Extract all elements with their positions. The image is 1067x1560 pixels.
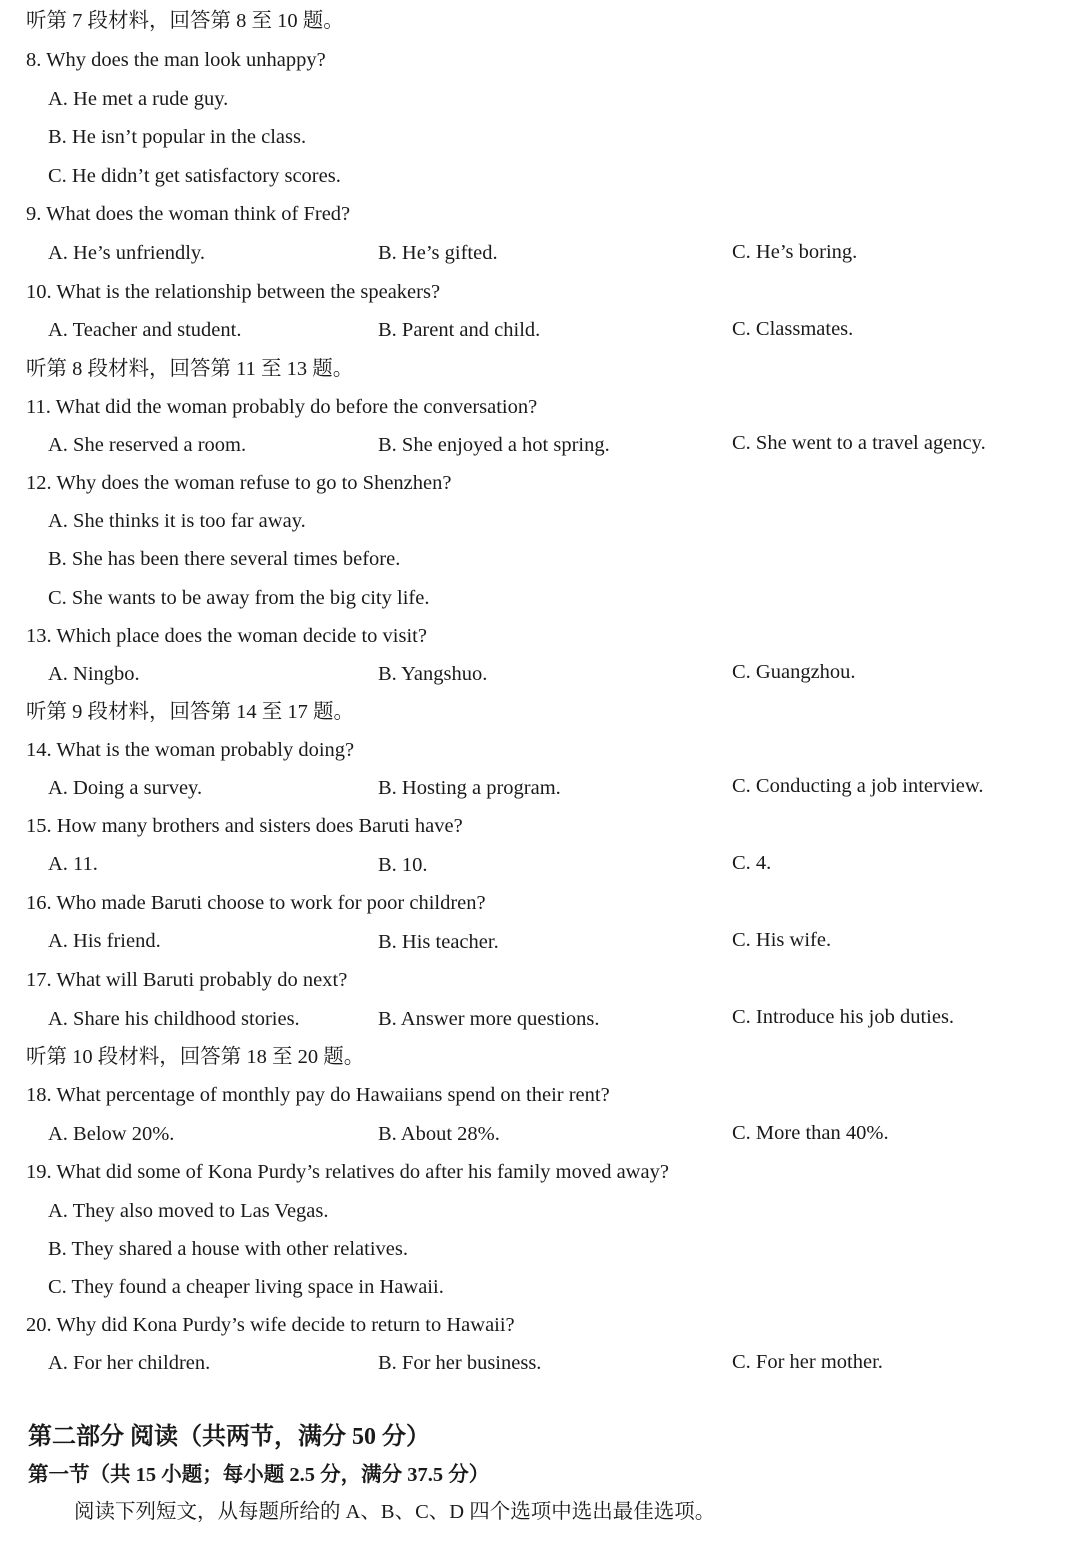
section-header-10: 听第 10 段材料，回答第 18 至 20 题。 (26, 1046, 365, 1068)
section-header-8: 听第 8 段材料，回答第 11 至 13 题。 (26, 358, 354, 380)
question-14-option-c: C. Conducting a job interview. (732, 775, 984, 797)
question-19-option-a: A. They also moved to Las Vegas. (48, 1200, 329, 1222)
question-12-stem: 12. Why does the woman refuse to go to Shenzhen? (26, 472, 452, 494)
section-header-9: 听第 9 段材料，回答第 14 至 17 题。 (26, 701, 354, 723)
question-20-option-b: B. For her business. (378, 1352, 542, 1374)
question-15-option-a: A. 11. (48, 853, 98, 875)
question-11-option-c: C. She went to a travel agency. (732, 432, 986, 454)
question-13-option-c: C. Guangzhou. (732, 661, 856, 683)
question-15-stem: 15. How many brothers and sisters does Baruti have? (26, 815, 463, 837)
question-10-option-a: A. Teacher and student. (48, 319, 242, 341)
part-two-title: 第二部分 阅读（共两节，满分 50 分） (28, 1424, 430, 1450)
question-14-option-a: A. Doing a survey. (48, 777, 203, 799)
question-18-stem: 18. What percentage of monthly pay do Hawaiians spend on their rent? (26, 1084, 610, 1106)
question-14-stem: 14. What is the woman probably doing? (26, 739, 355, 761)
question-19-option-b: B. They shared a house with other relatives. (48, 1238, 408, 1260)
question-16-option-a: A. His friend. (48, 930, 161, 952)
question-12-option-b: B. She has been there several times before. (48, 548, 401, 570)
question-11-option-a: A. She reserved a room. (48, 434, 247, 456)
question-8-option-b: B. He isn’t popular in the class. (48, 126, 307, 148)
question-8-stem: 8. Why does the man look unhappy? (26, 49, 326, 71)
question-16-option-c: C. His wife. (732, 929, 832, 951)
question-12-option-a: A. She thinks it is too far away. (48, 510, 306, 532)
question-9-option-a: A. He’s unfriendly. (48, 242, 205, 264)
section-header-7: 听第 7 段材料，回答第 8 至 10 题。 (26, 10, 344, 32)
question-8-option-c: C. He didn’t get satisfactory scores. (48, 165, 341, 187)
question-13-option-a: A. Ningbo. (48, 663, 140, 685)
question-13-stem: 13. Which place does the woman decide to visit? (26, 625, 427, 647)
question-17-option-b: B. Answer more questions. (378, 1008, 600, 1030)
question-9-stem: 9. What does the woman think of Fred? (26, 203, 351, 225)
question-9-option-c: C. He’s boring. (732, 241, 858, 263)
question-17-stem: 17. What will Baruti probably do next? (26, 969, 348, 991)
question-20-stem: 20. Why did Kona Purdy’s wife decide to return to Hawaii? (26, 1314, 515, 1336)
question-17-option-a: A. Share his childhood stories. (48, 1008, 300, 1030)
question-19-option-c: C. They found a cheaper living space in Hawaii. (48, 1276, 444, 1298)
question-18-option-b: B. About 28%. (378, 1123, 500, 1145)
question-16-option-b: B. His teacher. (378, 931, 499, 953)
question-19-stem: 19. What did some of Kona Purdy’s relatives do after his family moved away? (26, 1161, 669, 1183)
question-9-option-b: B. He’s gifted. (378, 242, 498, 264)
question-12-option-c: C. She wants to be away from the big city life. (48, 587, 430, 609)
question-14-option-b: B. Hosting a program. (378, 777, 561, 799)
question-10-stem: 10. What is the relationship between the speakers? (26, 281, 441, 303)
question-11-stem: 11. What did the woman probably do before the conversation? (26, 396, 538, 418)
question-15-option-c: C. 4. (732, 852, 772, 874)
question-11-option-b: B. She enjoyed a hot spring. (378, 434, 610, 456)
question-20-option-c: C. For her mother. (732, 1351, 883, 1373)
question-16-stem: 16. Who made Baruti choose to work for poor children? (26, 892, 486, 914)
question-18-option-a: A. Below 20%. (48, 1123, 175, 1145)
question-8-option-a: A. He met a rude guy. (48, 88, 229, 110)
question-20-option-a: A. For her children. (48, 1352, 211, 1374)
question-15-option-b: B. 10. (378, 854, 428, 876)
question-10-option-b: B. Parent and child. (378, 319, 541, 341)
question-18-option-c: C. More than 40%. (732, 1122, 889, 1144)
section-one-subtitle: 第一节（共 15 小题；每小题 2.5 分，满分 37.5 分） (28, 1464, 490, 1486)
question-10-option-c: C. Classmates. (732, 318, 854, 340)
question-17-option-c: C. Introduce his job duties. (732, 1006, 955, 1028)
reading-instruction: 阅读下列短文，从每题所给的 A、B、C、D 四个选项中选出最佳选项。 (74, 1501, 716, 1523)
question-13-option-b: B. Yangshuo. (378, 663, 488, 685)
